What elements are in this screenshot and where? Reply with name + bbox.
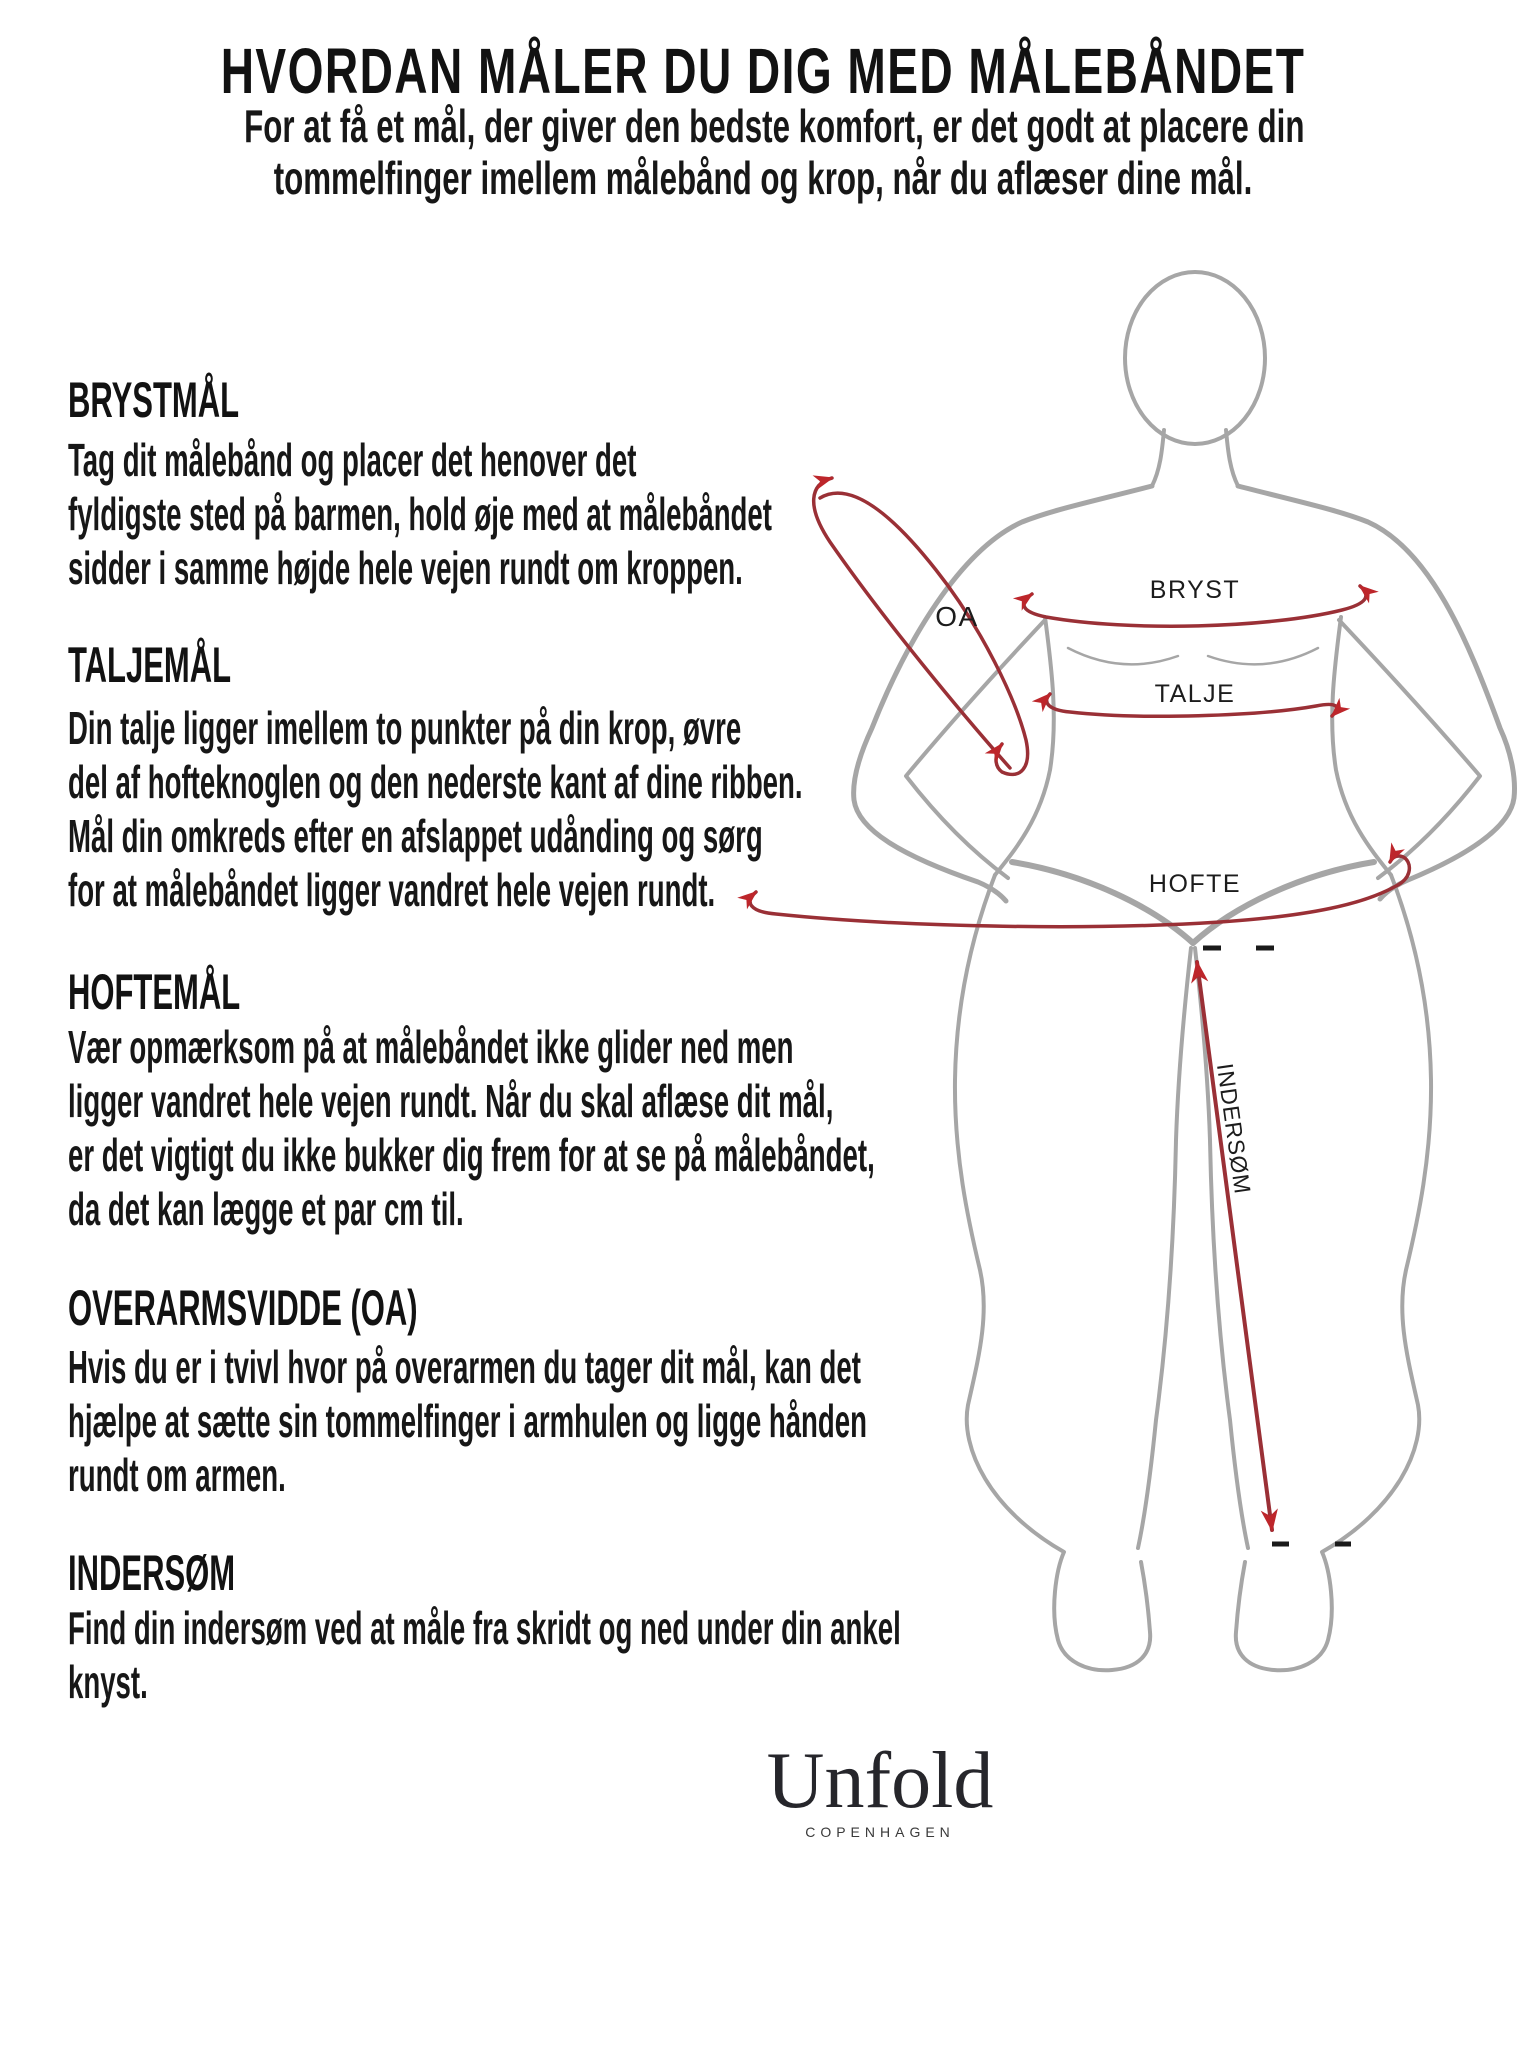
page-title: HVORDAN MÅLER DU DIG MED MÅLEBÅNDET: [220, 35, 1306, 107]
text-line: fyldigste sted på barmen, hold øje med at målebåndet: [68, 488, 772, 540]
section-heading-hoftemaal: HOFTEMÅL: [68, 964, 241, 1020]
right-arm-inner: [1339, 620, 1480, 878]
text-line: Find din indersøm ved at måle fra skridt og ned under din ankel: [68, 1602, 901, 1654]
hofte-label: HOFTE: [1148, 870, 1242, 898]
section-heading-brystmaal: BRYSTMÅL: [68, 372, 240, 428]
subtitle-line-2: tommelfinger imellem målebånd og krop, når du aflæser dine mål.: [273, 152, 1253, 204]
right-leg-inner: [1195, 948, 1248, 1548]
left-arm-inner: [906, 620, 1045, 878]
bust-curve-left: [1068, 648, 1178, 664]
bust-curve-right: [1208, 648, 1318, 664]
section-heading-indersoem: INDERSØM: [68, 1545, 236, 1601]
left-torso-edge: [995, 617, 1054, 875]
text-line: Tag dit målebånd og placer det henover det: [68, 434, 637, 486]
right-leg-outer-and-foot: [1236, 875, 1431, 1670]
head-outline: [1125, 272, 1265, 444]
text-line: del af hofteknoglen og den nederste kant af dine ribben.: [68, 756, 803, 808]
right-torso-edge: [1332, 617, 1391, 875]
right-arm-outer: [1238, 486, 1514, 899]
text-line: for at målebåndet ligger vandret hele vejen rundt.: [68, 864, 716, 916]
neck-line-right: [1226, 430, 1238, 486]
measurement-bands: [750, 478, 1409, 1530]
text-line: Mål din omkreds efter en afslappet udånding og sørg: [68, 810, 763, 862]
text-line: ligger vandret hele vejen rundt. Når du skal aflæse dit mål,: [68, 1075, 834, 1127]
section-heading-taljemaal: TALJEMÅL: [68, 637, 232, 693]
measure-dash-marks: [1203, 948, 1351, 1544]
left-arm-outer: [854, 486, 1152, 901]
brand-logo: [580, 1737, 1180, 1840]
text-line: Hvis du er i tvivl hvor på overarmen du tager dit mål, kan det: [68, 1341, 861, 1393]
body-outline: [854, 272, 1515, 1670]
neck-line-left: [1152, 430, 1164, 486]
text-line: Vær opmærksom på at målebåndet ikke glider ned men: [68, 1021, 794, 1073]
hofte-band: [750, 856, 1409, 927]
body-measurement-diagram: [660, 180, 1526, 1680]
text-line: Din talje ligger imellem to punkter på din krop, øvre: [68, 702, 742, 754]
left-leg-inner: [1138, 948, 1191, 1548]
figure-svg: [660, 180, 1526, 1680]
subtitle-line-1: For at få et mål, der giver den bedste komfort, er det godt at placere din: [244, 100, 1305, 152]
text-line: er det vigtigt du ikke bukker dig frem for at se på målebåndet,: [68, 1129, 875, 1181]
indersoem-label: INDERSØM: [1211, 1061, 1256, 1197]
logo-subtext: COPENHAGEN: [805, 1824, 955, 1840]
text-line: hjælpe at sætte sin tommelfinger i armhulen og ligge hånden: [68, 1395, 867, 1447]
left-leg-outer-and-foot: [955, 875, 1150, 1670]
text-line: knyst.: [68, 1656, 148, 1708]
oa-band-upper: [814, 478, 1010, 768]
section-heading-overarmsvidde: OVERARMSVIDDE (OA): [68, 1280, 418, 1336]
oa-label: OA: [935, 601, 979, 632]
talje-label: TALJE: [1154, 680, 1236, 708]
logo-wordmark: Unfold: [766, 1737, 994, 1825]
bryst-label: BRYST: [1149, 576, 1241, 604]
text-line: sidder i samme højde hele vejen rundt om kroppen.: [68, 542, 743, 594]
text-line: rundt om armen.: [68, 1449, 286, 1501]
text-line: da det kan lægge et par cm til.: [68, 1183, 464, 1235]
